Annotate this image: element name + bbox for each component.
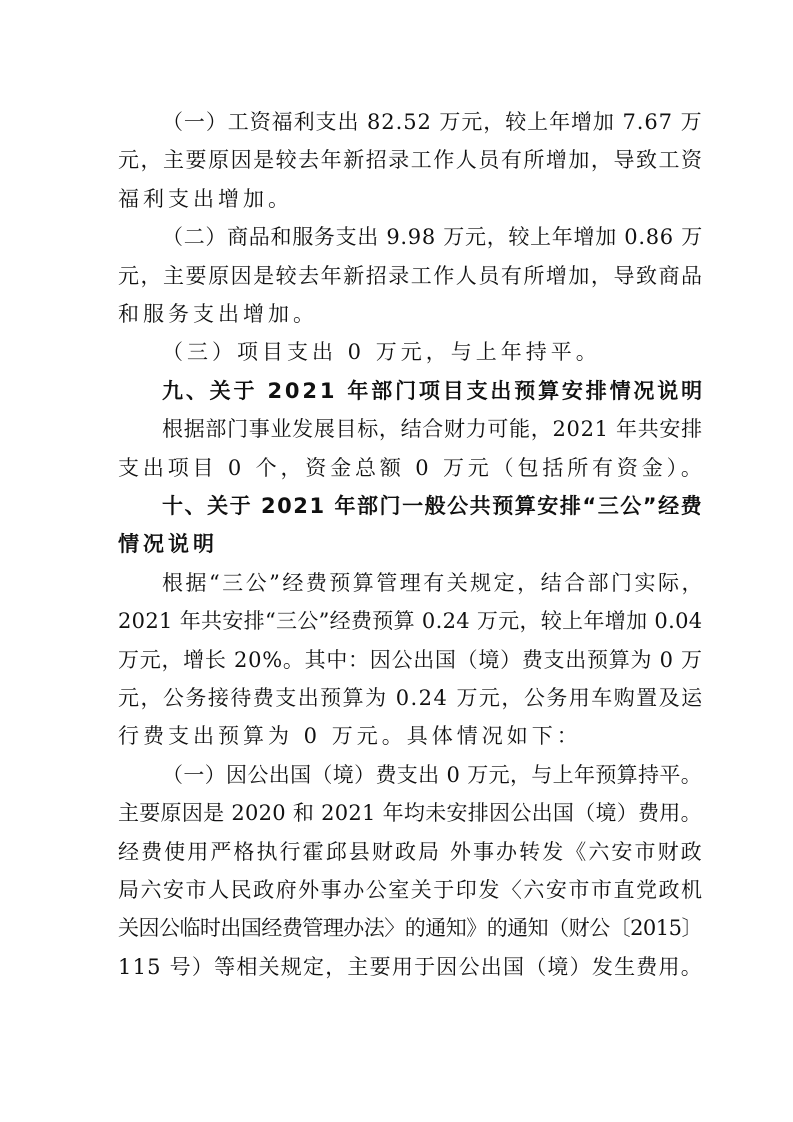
paragraph-line: 支出项目 0 个，资金总额 0 万元（包括所有资金）。 [118,455,706,480]
section-heading-line: 情况说明 [118,532,218,557]
section-heading-line: 十、关于 2021 年部门一般公共预算安排“三公”经费 [162,494,704,518]
paragraph-line: 万元，增长 20%。其中：因公出国（境）费支出预算为 0 万 [118,647,703,672]
paragraph-line: 根据“三公”经费预算管理有关规定，结合部门实际， [162,570,705,595]
paragraph-line: 局六安市人民政府外事办公室关于印发〈六安市市直党政机 [118,878,704,902]
paragraph-line: （二）商品和服务支出 9.98 万元，较上年增加 0.86 万 [162,225,703,250]
paragraph-line: 元，公务接待费支出预算为 0.24 万元，公务用车购置及运 [118,686,704,710]
paragraph-line: 关因公临时出国经费管理办法〉的通知》的通知（财公〔2015〕 [118,916,702,941]
paragraph-line: 元，主要原因是较去年新招录工作人员有所增加，导致商品 [118,263,704,288]
paragraph-line: （三）项目支出 0 万元，与上年持平。 [162,340,601,365]
paragraph-line: 115 号）等相关规定，主要用于因公出国（境）发生费用。 [118,954,703,979]
paragraph-line: 行费支出预算为 0 万元。具体情况如下： [118,724,582,749]
paragraph-line: （一）因公出国（境）费支出 0 万元，与上年预算持平。 [162,762,703,787]
paragraph-line: 福利支出增加。 [118,186,293,211]
paragraph-line: 经费使用严格执行霍邱县财政局 外事办转发《六安市财政 [118,839,704,864]
paragraph-line: 2021 年共安排“三公”经费预算 0.24 万元，较上年增加 0.04 [118,609,703,634]
paragraph-line: （一）工资福利支出 82.52 万元，较上年增加 7.67 万 [162,110,703,134]
paragraph-line: 根据部门事业发展目标，结合财力可能，2021 年共安排 [162,417,703,442]
paragraph-line: 和服务支出增加。 [118,302,318,326]
paragraph-line: 元，主要原因是较去年新招录工作人员有所增加，导致工资 [118,148,704,173]
section-heading-line: 九、关于 2021 年部门项目支出预算安排情况说明 [162,378,705,403]
paragraph-line: 主要原因是 2020 和 2021 年均未安排因公出国（境）费用。 [118,801,702,826]
